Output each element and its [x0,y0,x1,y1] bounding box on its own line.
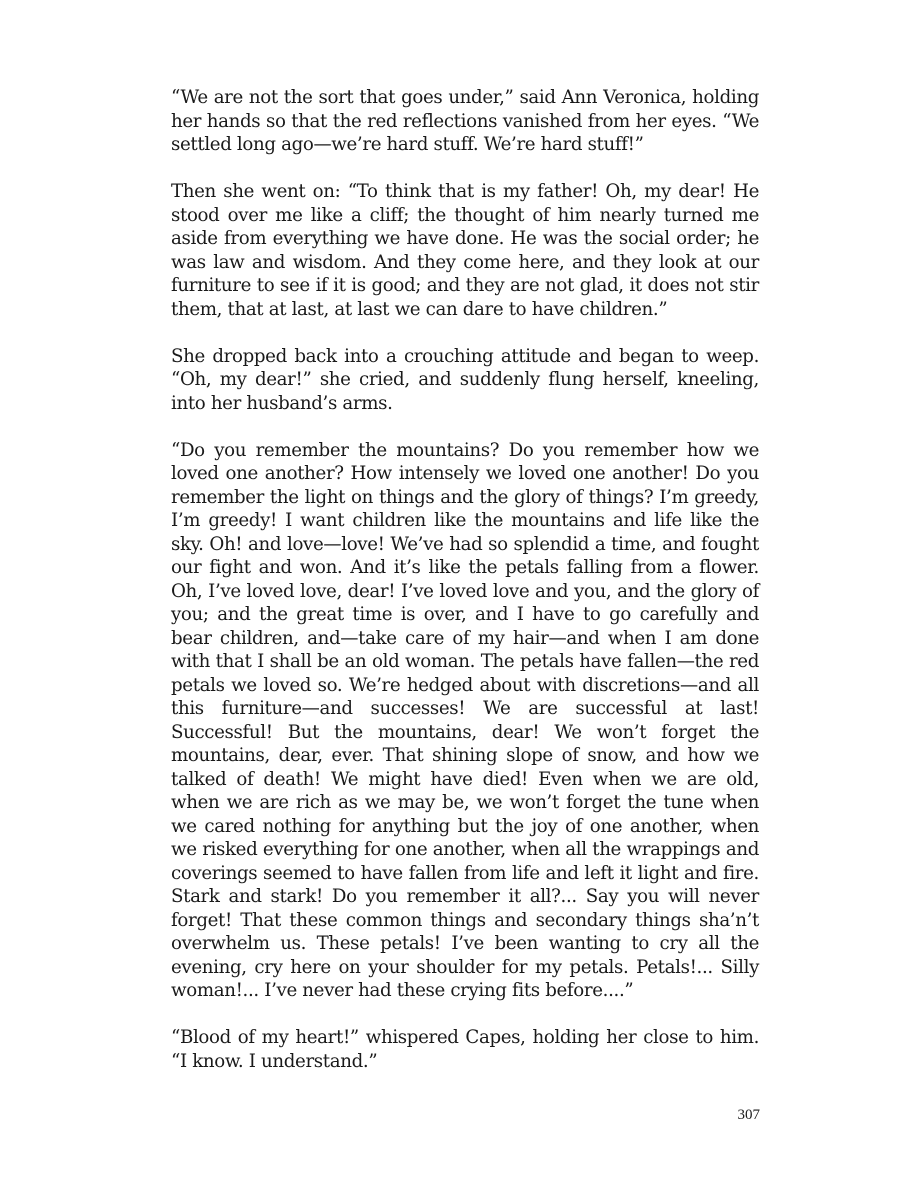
paragraph-3: She dropped back into a crouching attitude and began to weep. “Oh, my dear!” she cried, and suddenly flung herself, kneeling, into her husband’s arms. [171,345,759,414]
body-text [171,86,759,1097]
paragraph-4: “Do you remember the mountains? Do you remember how we loved one another? How intensely we loved one another! Do you remember the light on things and the glory of things? I’m greedy, I’m greedy! I want children like the mountains and life like the sky. Oh! and love—love! We’ve had so splendid a time, and fought our fight and won. And it’s like the petals falling from a flower. Oh, I’ve loved love, dear! I’ve loved love and you, and the glory of you; and the great time is over, and I have to go carefully and bear children, and—take care of my hair—and when I am done with that I shall be an old woman. The petals have fallen—the red petals we loved so. We’re hedged about with discretions—and all this furniture—and successes! We are successful at last! Successful! But the mountains, dear! We won’t forget the mountains, dear, ever. That shining slope of snow, and how we talked of death! We might have died! Even when we are old, when we are rich as we may be, we won’t forget the tune when we cared nothing for anything but the joy of one another, when we risked everything for one another, when all the wrappings and coverings seemed to have fallen from life and left it light and fire. Stark and stark! Do you remember it all?... Say you will never forget! That these common things and secondary things sha’n’t overwhelm us. These petals! I’ve been wanting to cry all the evening, cry here on your shoulder for my petals. Petals!... Silly woman!... I’ve never had these crying fits before....” [171,439,759,1001]
paragraph-2: Then she went on: “To think that is my father! Oh, my dear! He stood over me like a cliff; the thought of him nearly turned me aside from everything we have done. He was the social order; he was law and wisdom. And they come here, and they look at our furniture to see if it is good; and they are not glad, it does not stir them, that at last, at last we can dare to have children.” [171,181,759,320]
paragraph-5: “Blood of my heart!” whispered Capes, holding her close to him. “I know. I understand.” [171,1027,759,1072]
page-number: 307 [737,1107,760,1123]
paragraph-1: “We are not the sort that goes under,” said Ann Veronica, holding her hands so that the red reflections vanished from her eyes. “We settled long ago—we’re hard stuff. We’re hard stuff!” [171,87,759,155]
